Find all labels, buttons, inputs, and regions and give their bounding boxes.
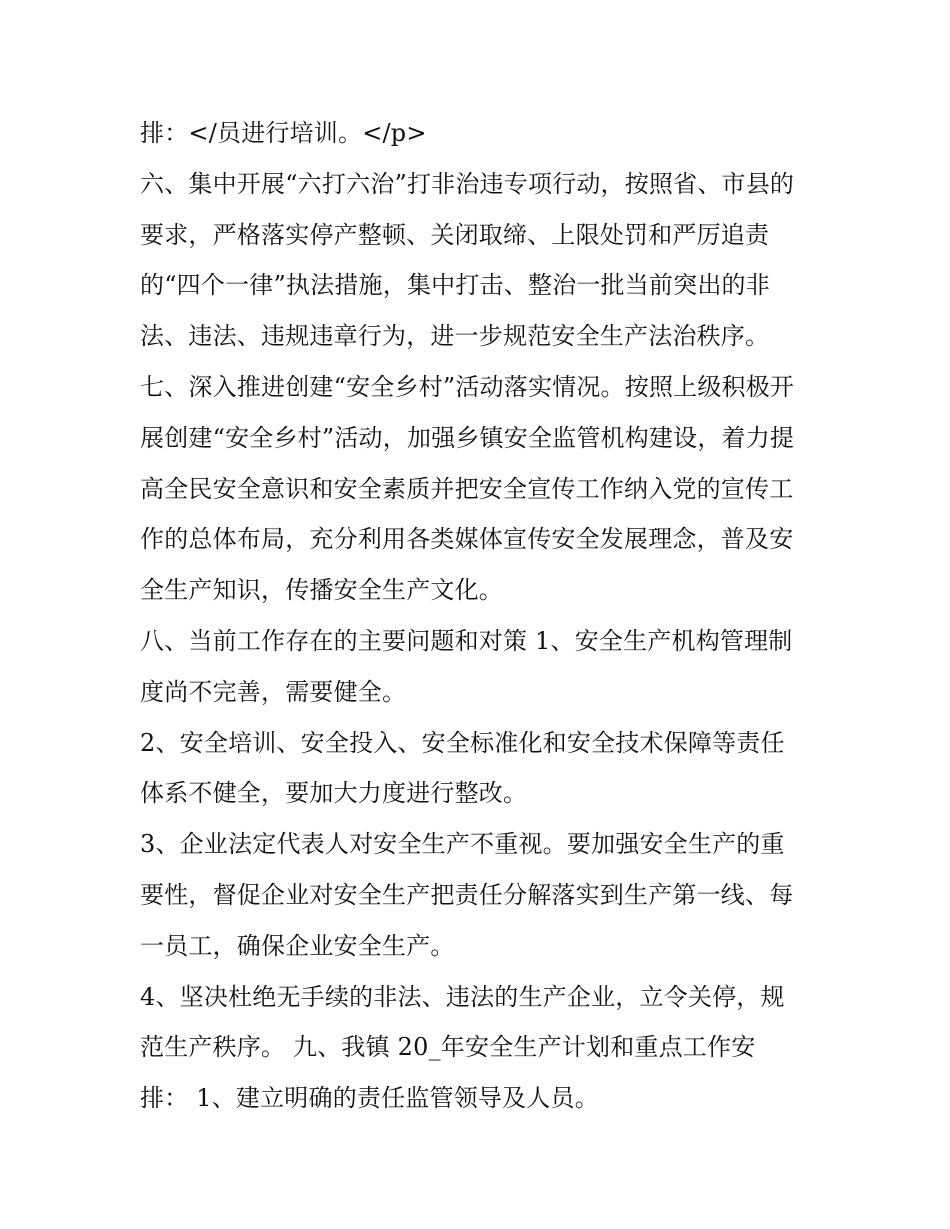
text-line-1: 排：</员进行培训。</p>: [140, 119, 427, 147]
text-line-18: 4、坚决杜绝无手续的非法、违法的生产企业，立令关停，规: [140, 982, 785, 1011]
text-line-4: 的“四个一律”执法措施，集中打击、整治一批当前突出的非: [140, 271, 770, 300]
text-line-11: 八、当前工作存在的主要问题和对策 1、安全生产机构管理制: [140, 626, 793, 655]
text-line-6: 七、深入推进创建“安全乡村”活动落实情况。按照上级积极开: [140, 372, 795, 401]
text-line-7: 展创建“安全乡村”活动，加强乡镇安全监管机构建设，着力提: [140, 423, 795, 452]
text-line-19: 范生产秩序。 九、我镇 20_年安全生产计划和重点工作安: [140, 1033, 756, 1062]
text-line-5: 法、违法、违规违章行为，进一步规范安全生产法治秩序。: [140, 322, 770, 351]
text-line-9: 作的总体布局，充分利用各类媒体宣传安全发展理念，普及安: [140, 525, 794, 554]
text-line-16: 要性，督促企业对安全生产把责任分解落实到生产第一线、每: [140, 880, 794, 909]
document-body: [140, 108, 830, 1124]
text-line-20: 排： 1、建立明确的责任监管领导及人员。: [140, 1084, 599, 1113]
text-line-13: 2、安全培训、安全投入、安全标准化和安全技术保障等责任: [140, 728, 785, 757]
text-line-8: 高全民安全意识和安全素质并把安全宣传工作纳入党的宣传工: [140, 474, 794, 503]
text-line-14: 体系不健全，要加大力度进行整改。: [140, 779, 528, 808]
text-line-15: 3、企业法定代表人对安全生产不重视。要加强安全生产的重: [140, 830, 785, 859]
text-line-10: 全生产知识，传播安全生产文化。: [140, 576, 503, 605]
text-line-2: 六、集中开展“六打六治”打非治违专项行动，按照省、市县的: [140, 169, 795, 198]
text-line-12: 度尚不完善，需要健全。: [140, 677, 407, 706]
text-line-3: 要求，严格落实停产整顿、关闭取缔、上限处罚和严厉追责: [140, 220, 770, 249]
text-line-17: 一员工，确保企业安全生产。: [140, 931, 455, 960]
